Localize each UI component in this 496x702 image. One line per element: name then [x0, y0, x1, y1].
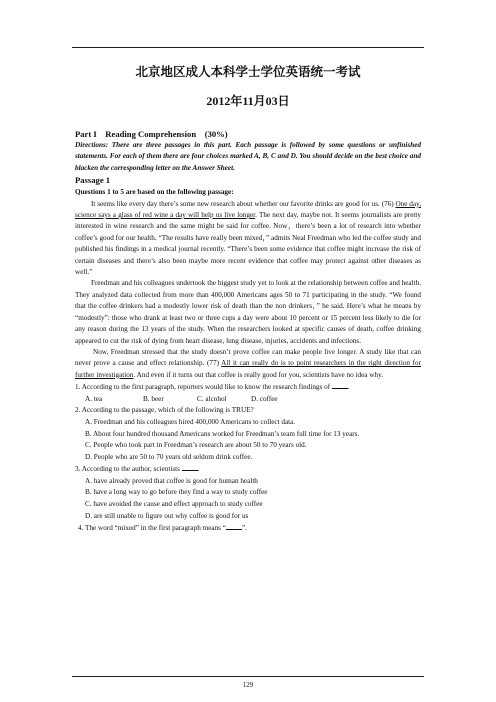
option-b: B. About four hundred thousand Americans worked for Freedman’s team full time for 13 years.: [85, 429, 360, 438]
directions: Directions: There are three passages in this part. Each passage is followed by some questions or unfinished statements. For each of them there are four choices marked A, B, C and D. You should decide on the best choice and blacken the corresponding letter on the Answer Sheet.: [75, 141, 421, 172]
question-4-stem: 4. The word “mixed” in the first paragraph means “: [78, 524, 226, 533]
option-a: A. Freedman and his colleagues hired 400,000 Americans to collect data.: [85, 417, 296, 426]
question-3-stem-end: .: [197, 465, 200, 474]
option-d: D. coffee: [251, 394, 278, 403]
exam-title: 北京地区成人本科学士学位英语统一考试: [135, 65, 361, 79]
answer-blank: [226, 522, 242, 530]
paragraph-3: [75, 347, 421, 381]
paragraph-3-text-a: Now, Freedman stressed that the study doesn’t prove coffee can make people live longer. A study like that can never prove a cause and effect relationship. (77): [75, 347, 421, 368]
question-1-stem: 1. According to the first paragraph, reporters would like to know the research findings of: [75, 383, 332, 392]
answer-blank: [182, 463, 200, 474]
option-c: C. alcohol: [197, 394, 227, 403]
underlined-sentence-77: All it can really do is to point researchers in the right direction for further investigation: [75, 359, 421, 379]
option-c: C. People who took part in Freedman’s research are about 50 to 70 years old.: [85, 441, 307, 450]
passage-note: Questions 1 to 5 are based on the following passage:: [75, 188, 234, 197]
paragraph-1-text-a: It seems like every day there’s some new research about whether our favorite drinks are good for us. (76): [91, 199, 396, 208]
answer-blank: [332, 381, 350, 392]
exam-date: 2012年11月03日: [206, 94, 290, 108]
header-rule: [72, 47, 424, 48]
question-4-stem-end: ”.: [241, 524, 247, 533]
question-3-stem: 3. According to the author, scientists: [75, 465, 182, 474]
option-c: C. have avoided the cause and effect approach to study coffee: [85, 500, 263, 509]
paragraph-1: [75, 199, 421, 279]
option-b: B. beer: [143, 394, 164, 403]
question-3: [75, 463, 421, 476]
paragraph-1-text-b: . The next day, maybe not. It seems journalists are pretty interested in wine research and the same might be said for coffee. Now，there’s been a lot of research into whether coffee’s good for our health. “The results have really been mixed，” admits Neal Freedman who led the coffee study and published his findings in a medical journal recently. “There’s been some evidence that coffee might increase the risk of certain diseases and there’s also been maybe more recent evidence that coffee may protect against other diseases as well.”: [75, 211, 421, 277]
option-b: B. have a long way to go before they find a way to study coffee: [85, 488, 268, 497]
page-number: 129: [242, 681, 254, 689]
document-body: [75, 64, 421, 535]
option-a: A. tea: [85, 394, 103, 403]
passage-heading: Passage 1: [75, 175, 111, 186]
part-heading: Part I Reading Comprehension (30%): [75, 129, 228, 139]
question-1-stem-end: .: [347, 383, 350, 392]
question-2: 2. According to the passage, which of the following is TRUE?: [75, 406, 254, 415]
option-d: D. are still unable to figure out why coffee is good for us: [85, 511, 249, 520]
paragraph-3-text-b: . And even if it turns out that coffee is really good for you, scientists have no idea why.: [133, 370, 383, 379]
question-1: [75, 381, 421, 394]
option-d: D. People who are 50 to 70 years old seldom drink coffee.: [85, 452, 253, 461]
question-1-options: [75, 394, 421, 406]
paragraph-2: Freedman and his colleagues undertook the biggest study yet to look at the relationship between coffee and health. They analyzed data collected from more than 400,000 Americans ages 50 to 71 participating in the study. “We found that the coffee drinkers had a modestly lower risk of death than the non drinkers，” he said. Here’s what he means by “modestly”: those who drank at least two or three cups a day were about 10 percent or 15 percent less likely to die for any reason during the 13 years of the study. When the researchers looked at specific causes of death, coffee drinking appeared to cut the risk of dying from heart disease, lung disease, injuries, accidents and infections.: [75, 279, 421, 345]
question-4: [75, 522, 421, 535]
underlined-sentence-76: One day, science says a glass of red wine a day will help us live longer: [75, 199, 421, 220]
footer-rule: [72, 676, 424, 677]
option-a: A. have already proved that coffee is good for human health: [85, 476, 258, 485]
